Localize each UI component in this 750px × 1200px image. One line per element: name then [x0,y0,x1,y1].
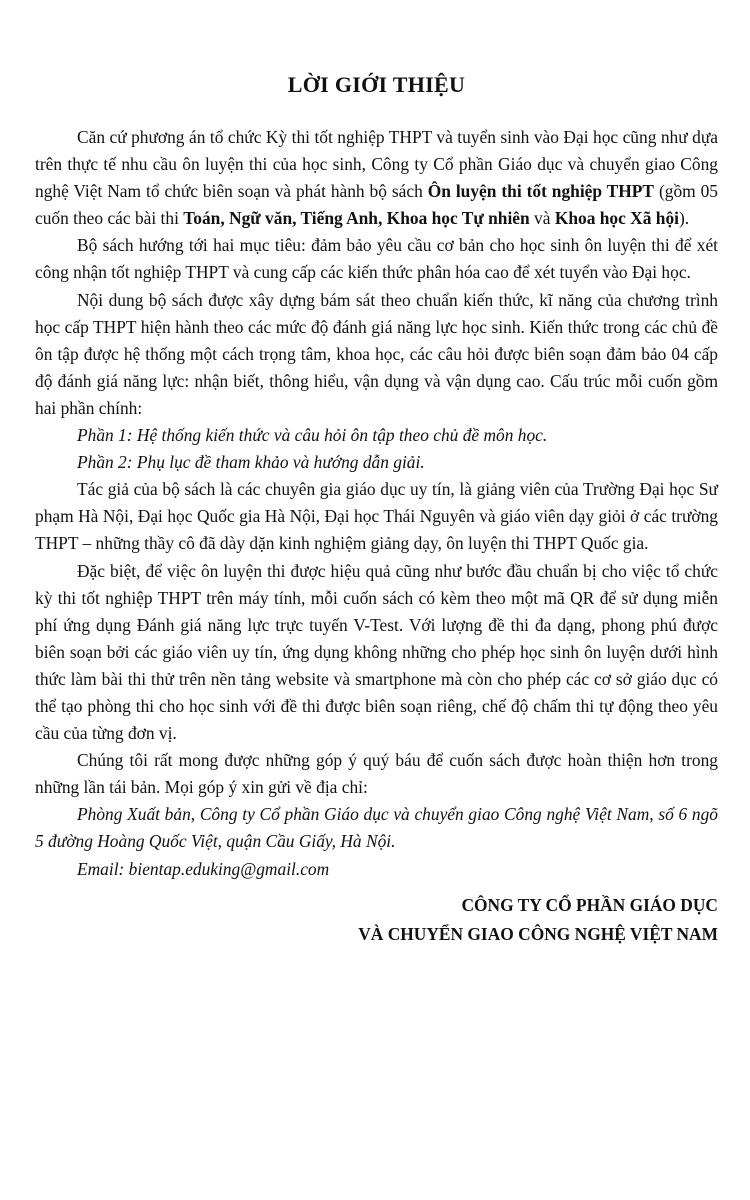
signature-line-1: CÔNG TY CỔ PHẦN GIÁO DỤC [461,894,718,915]
intro-text-1: Căn cứ phương án tổ chức Kỳ thi tốt nghiệp THPT và tuyển sinh vào Đại học cũng như dựa trên thực tế nhu cầu ôn luyện thi của học sinh, Công ty Cổ phần Giáo dục và chuyển giao Công nghệ Việt Nam tổ chức biên soạn và phát hành bộ sách [35,127,718,202]
signature-block [35,891,718,949]
vtest-paragraph: Đặc biệt, để việc ôn luyện thi được hiệu quả cũng như bước đầu chuẩn bị cho việc tổ chức kỳ thi tốt nghiệp THPT trên máy tính, mỗi cuốn sách có kèm theo một mã QR để sử dụng miễn phí ứng dụng Đánh giá năng lực trực tuyến V-Test. Với lượng đề thi đa dạng, phong phú được biên soạn bởi các giáo viên uy tín, ứng dụng không những cho phép học sinh ôn luyện dưới hình thức làm bài thi thử trên nền tảng website và smartphone mà còn cho phép các cơ sở giáo dục có thể tạo phòng thi cho học sinh với đề thi được biên soạn riêng, chế độ chấm thi tự động theo yêu cầu của từng đơn vị. [35,560,718,744]
intro-paragraph [35,124,718,232]
intro-bold-subjects: Toán, Ngữ văn, Tiếng Anh, Khoa học Tự nhiên [183,208,530,229]
intro-text-3: và [529,208,555,229]
email-text: Email: bientap.eduking@gmail.com [77,858,330,879]
intro-bold-social: Khoa học Xã hội [554,208,679,229]
authors-paragraph: Tác giả của bộ sách là các chuyên gia giáo dục uy tín, là giảng viên của Trường Đại học Sư phạm Hà Nội, Đại học Quốc gia Hà Nội, Đại học Thái Nguyên và giáo viên dạy giỏi ở các trường THPT – những thầy cô đã dày dặn kinh nghiệm giảng dạy, ôn luyện thi THPT Quốc gia. [35,479,718,554]
feedback-paragraph: Chúng tôi rất mong được những góp ý quý báu để cuốn sách được hoàn thiện hơn trong những lần tái bản. Mọi góp ý xin gửi về địa chỉ: [35,750,718,798]
page-title: LỜI GIỚI THIỆU [287,72,466,97]
signature-line-2: VÀ CHUYỂN GIAO CÔNG NGHỆ VIỆT NAM [358,923,718,944]
part-2-item: Phần 2: Phụ lục đề tham khảo và hướng dẫn giải. [77,452,425,473]
address-text: Phòng Xuất bản, Công ty Cổ phần Giáo dục và chuyển giao Công nghệ Việt Nam, số 6 ngõ 5 đường Hoàng Quốc Việt, quận Cầu Giấy, Hà Nội. [35,804,718,852]
goals-paragraph: Bộ sách hướng tới hai mục tiêu: đảm bảo yêu cầu cơ bản cho học sinh ôn luyện thi để xét công nhận tốt nghiệp THPT và cung cấp các kiến thức phân hóa cao để xét tuyển vào Đại học. [35,235,718,283]
intro-text-4: ). [678,208,690,229]
part-1-item: Phần 1: Hệ thống kiến thức và câu hỏi ôn tập theo chủ đề môn học. [77,425,548,446]
content-paragraph: Nội dung bộ sách được xây dựng bám sát theo chuẩn kiến thức, kĩ năng của chương trình học cấp THPT hiện hành theo các mức độ đánh giá năng lực học sinh. Kiến thức trong các chủ đề ôn tập được hệ thống một cách trọng tâm, khoa học, các câu hỏi được biên soạn đảm bảo 04 cấp độ đánh giá năng lực: nhận biết, thông hiểu, vận dụng và vận dụng cao. Cấu trúc mỗi cuốn gồm hai phần chính: [35,289,718,418]
intro-text-2: (gồm 05 cuốn theo các bài thi [35,181,718,229]
intro-bold-series: Ôn luyện thi tốt nghiệp THPT [427,181,655,202]
